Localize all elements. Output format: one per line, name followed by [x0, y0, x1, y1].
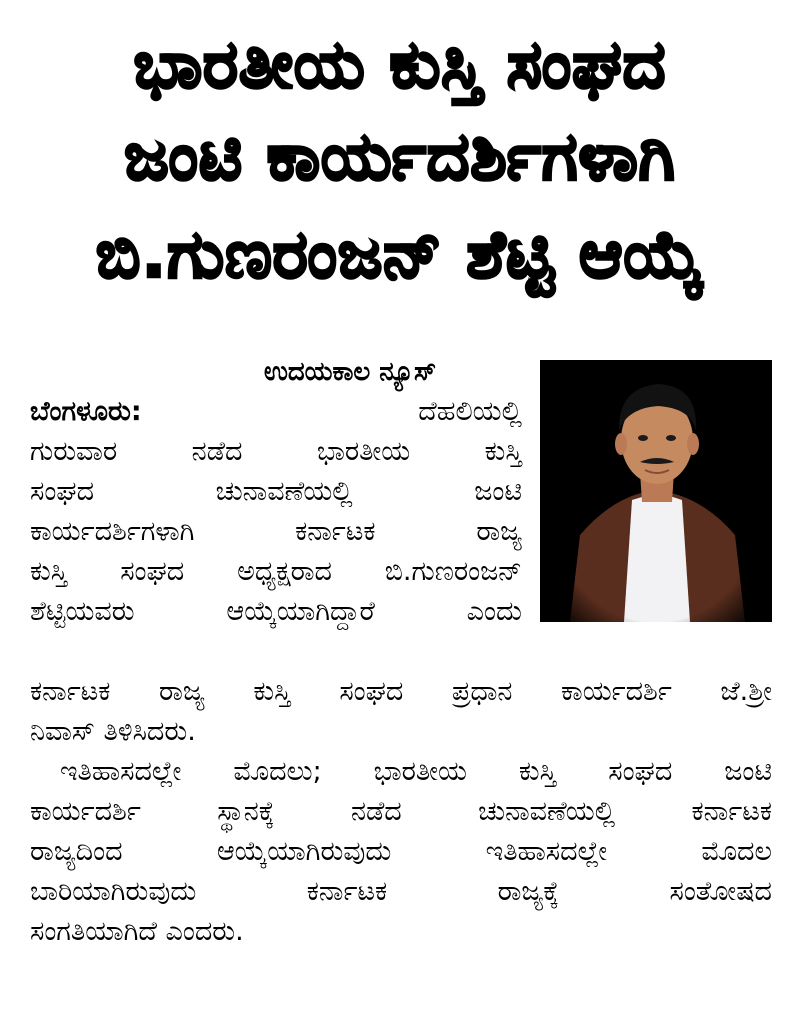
text-line: ನಿವಾಸ್ ತಿಳಿಸಿದರು.	[30, 716, 196, 747]
text-line: ಇತಿಹಾಸದಲ್ಲೇ ಮೊದಲು; ಭಾರತೀಯ ಕುಸ್ತಿ ಸಂಘದ ಜಂಟಿ	[60, 756, 772, 787]
portrait-photo	[540, 360, 772, 622]
text-line: ಸಂಗತಿಯಾಗಿದೆ ಎಂದರು.	[30, 916, 244, 947]
text-line: ಶೆಟ್ಟಿಯವರು ಆಯ್ಕೆಯಾಗಿದ್ದಾರೆ ಎಂದು	[30, 596, 522, 627]
dateline: ಬೆಂಗಳೂರು:	[30, 396, 142, 427]
headline-line-2: ಜಂಟಿ ಕಾರ್ಯದರ್ಶಿಗಳಾಗಿ	[124, 118, 676, 195]
portrait-photo-icon	[540, 360, 772, 622]
headline-line-1: ಭಾರತೀಯ ಕುಸ್ತಿ ಸಂಘದ	[133, 26, 667, 103]
article-body	[30, 352, 772, 1012]
text-line: ಗುರುವಾರ ನಡೆದ ಭಾರತೀಯ ಕುಸ್ತಿ	[30, 436, 522, 467]
text-line: ಬಾರಿಯಾಗಿರುವುದು ಕರ್ನಾಟಕ ರಾಜ್ಯಕ್ಕೆ ಸಂತೋಷದ	[30, 876, 772, 907]
byline: ಉದಯಕಾಲ ನ್ಯೂಸ್	[263, 357, 437, 387]
narrow-column	[30, 392, 522, 632]
text-line: ಸಂಘದ ಚುನಾವಣೆಯಲ್ಲಿ ಜಂಟಿ	[30, 476, 522, 507]
dateline-row	[30, 392, 522, 432]
text-line: ಕಾರ್ಯದರ್ಶಿ ಸ್ಥಾನಕ್ಕೆ ನಡೆದ ಚುನಾವಣೆಯಲ್ಲಿ ಕರ್ನಾಟಕ	[30, 796, 772, 827]
full-width-text	[30, 672, 772, 952]
text-line: ದೆಹಲಿಯಲ್ಲಿ	[418, 396, 522, 427]
text-line: ರಾಜ್ಯದಿಂದ ಆಯ್ಕೆಯಾಗಿರುವುದು ಇತಿಹಾಸದಲ್ಲೇ ಮೊದಲ	[30, 836, 772, 867]
text-line: ಕುಸ್ತಿ ಸಂಘದ ಅಧ್ಯಕ್ಷರಾದ ಬಿ.ಗುಣರಂಜನ್	[30, 556, 522, 587]
text-line: ಕಾರ್ಯದರ್ಶಿಗಳಾಗಿ ಕರ್ನಾಟಕ ರಾಜ್ಯ	[30, 516, 522, 547]
headline-line-3: ಬಿ.ಗುಣರಂಜನ್ ಶೆಟ್ಟಿ ಆಯ್ಕೆ	[95, 216, 705, 293]
text-line: ಕರ್ನಾಟಕ ರಾಜ್ಯ ಕುಸ್ತಿ ಸಂಘದ ಪ್ರಧಾನ ಕಾರ್ಯದರ್ಶಿ ಜೆ.ಶ್ರೀ	[30, 676, 772, 707]
